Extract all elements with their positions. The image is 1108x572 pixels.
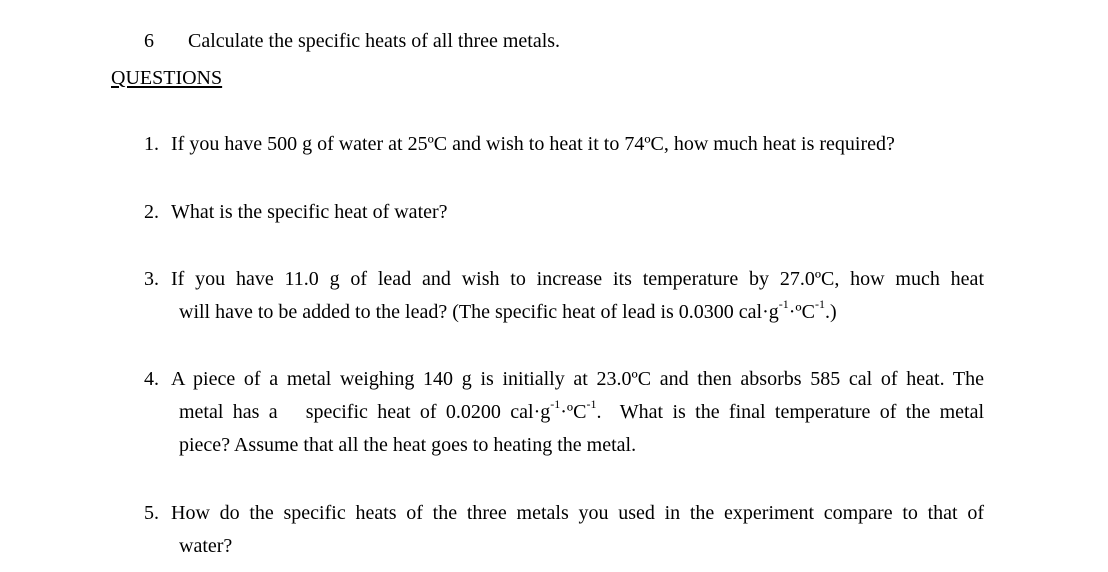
- question-4-line-3: [144, 429, 984, 462]
- question-text-part: . What is the final temperature of the metal: [596, 401, 984, 423]
- question-1: [144, 128, 984, 161]
- question-4: [144, 363, 984, 462]
- question-text-part: ·ºC: [560, 401, 587, 423]
- question-3-line-1: [144, 263, 984, 296]
- question-number: 1.: [144, 133, 159, 155]
- question-4-line-2: [144, 396, 984, 429]
- procedure-step-6: [144, 29, 560, 53]
- question-text-part: metal has a specific heat of 0.0200 cal·g: [179, 401, 551, 423]
- question-text-part: piece? Assume that all the heat goes to heating the metal.: [179, 434, 637, 456]
- question-text: If you have 500 g of water at 25ºC and wish to heat it to 74ºC, how much heat is required?: [171, 133, 895, 155]
- question-text: If you have 11.0 g of lead and wish to increase its temperature by 27.0ºC, how much heat: [171, 268, 984, 290]
- step-number: 6: [144, 30, 154, 52]
- questions-heading: QUESTIONS: [111, 67, 223, 89]
- question-text-part: ·ºC: [788, 301, 815, 323]
- question-number: 2.: [144, 201, 159, 223]
- question-number: 5.: [144, 502, 159, 524]
- question-number: 4.: [144, 368, 159, 390]
- question-3-line-2: [144, 296, 984, 329]
- question-text-part: .): [824, 301, 837, 323]
- question-text-part: will have to be added to the lead? (The specific heat of lead is 0.0300 cal·g: [179, 301, 779, 323]
- superscript: -1: [778, 297, 789, 312]
- question-2-line-1: [144, 196, 984, 229]
- question-text: How do the specific heats of the three metals you used in the experiment compare to that of: [171, 502, 984, 524]
- question-number: 3.: [144, 268, 159, 290]
- question-4-line-1: [144, 363, 984, 396]
- superscript: -1: [814, 297, 825, 312]
- question-5-line-1: [144, 497, 984, 530]
- question-text: A piece of a metal weighing 140 g is initially at 23.0ºC and then absorbs 585 cal of heat. The: [171, 368, 984, 390]
- question-text: What is the specific heat of water?: [171, 201, 448, 223]
- question-text-part: water?: [179, 535, 233, 557]
- question-5-line-2: [144, 530, 984, 563]
- question-3: [144, 263, 984, 329]
- step-text: Calculate the specific heats of all three metals.: [188, 30, 561, 52]
- question-1-line-1: [144, 128, 984, 161]
- superscript: -1: [586, 397, 597, 412]
- question-2: [144, 196, 984, 229]
- superscript: -1: [550, 397, 561, 412]
- question-5: [144, 497, 984, 563]
